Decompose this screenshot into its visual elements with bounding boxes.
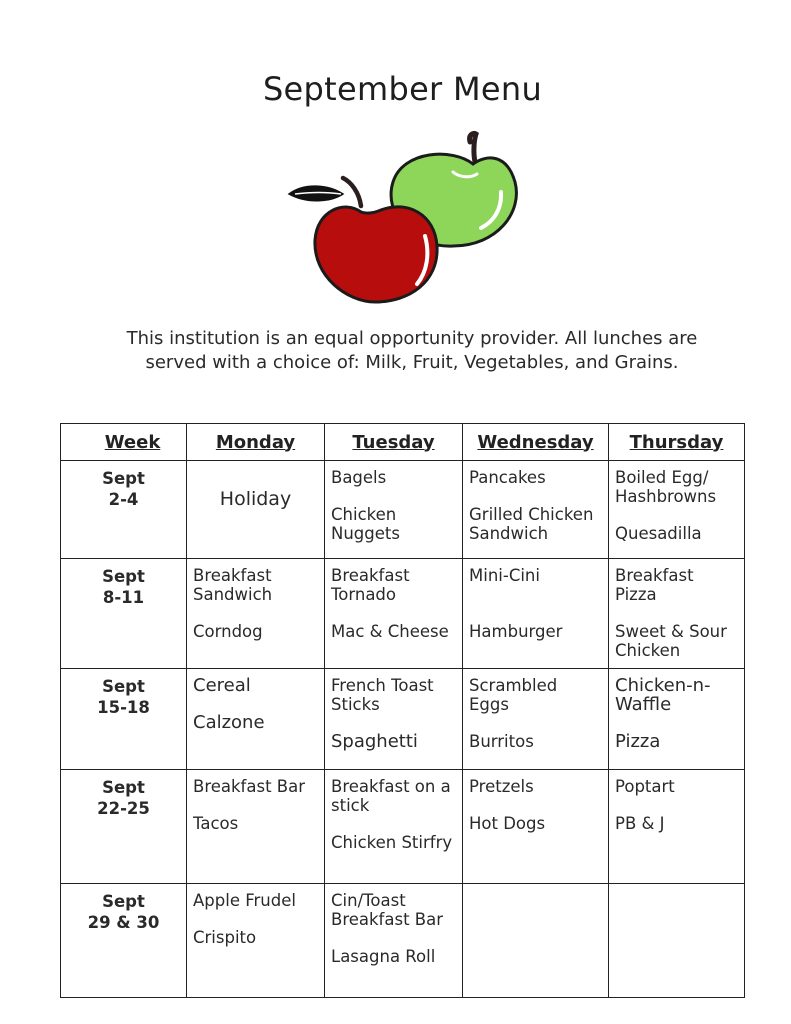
menu-item-second: Quesadilla [615, 524, 702, 543]
thursday-cell [609, 559, 745, 669]
table-row [61, 461, 745, 559]
menu-item-first: Breakfast Bar [193, 776, 306, 796]
week-cell [61, 769, 187, 883]
week-days: 29 & 30 [87, 912, 160, 932]
week-month: Sept [102, 567, 145, 587]
header-thursday: Thursday [609, 424, 745, 461]
menu-item-second: Lasagna Roll [331, 946, 436, 966]
week-month: Sept [102, 891, 145, 911]
menu-item-second: Calzone [193, 712, 265, 734]
tuesday-cell [325, 769, 463, 883]
menu-item-first: Chicken-n-Waffle [615, 675, 711, 716]
week-cell [61, 559, 187, 669]
wednesday-cell [463, 461, 609, 559]
menu-item-second: PB & J [615, 813, 665, 833]
header-row [61, 424, 745, 461]
week-month: Sept [102, 777, 145, 797]
header-monday: Monday [187, 424, 325, 461]
week-days: 8-11 [102, 588, 145, 608]
menu-item-first: French Toast Sticks [331, 676, 434, 715]
header-week: Week [61, 424, 187, 461]
menu-item-first: Cin/Toast Breakfast Bar [331, 890, 444, 929]
tuesday-cell [325, 669, 463, 769]
note-line-1: This institution is an equal opportunity provider. All lunches are [126, 328, 698, 349]
menu-item-first: Bagels [331, 468, 387, 487]
week-days: 22-25 [97, 798, 150, 818]
menu-item-second: Pizza [615, 731, 661, 753]
week-cell [61, 883, 187, 997]
thursday-cell [609, 669, 745, 769]
week-cell [61, 669, 187, 769]
menu-item-second: Spaghetti [331, 731, 418, 753]
menu-item-first: Poptart [615, 776, 675, 796]
menu-item-first: Cereal [193, 675, 251, 697]
menu-item-first: Breakfast Pizza [615, 566, 694, 605]
header-tuesday: Tuesday [325, 424, 463, 461]
page-title: September Menu [262, 70, 543, 108]
menu-item-first: Pretzels [469, 776, 534, 796]
menu-item-first: Breakfast on a stick [331, 776, 451, 815]
thursday-cell [609, 769, 745, 883]
equal-opportunity-note [60, 327, 764, 375]
table-row [61, 559, 745, 669]
menu-item-first: Boiled Egg/ Hashbrowns [615, 468, 717, 506]
menu-item-second: Burritos [469, 732, 534, 752]
menu-item-first: Breakfast Tornado [331, 566, 410, 605]
wednesday-cell-empty [463, 883, 609, 997]
wednesday-cell [463, 769, 609, 883]
menu-item-first: Apple Frudel [193, 890, 296, 910]
menu-item-first: Pancakes [469, 468, 546, 487]
menu-item-second: Sweet & Sour Chicken [615, 622, 727, 661]
wednesday-cell [463, 669, 609, 769]
apples-illustration [285, 130, 525, 308]
menu-table [60, 423, 745, 998]
tuesday-cell [325, 883, 463, 997]
menu-item-second: Crispito [193, 927, 257, 947]
menu-item-first: Mini-Cini [469, 566, 540, 586]
menu-item-first: Scrambled Eggs [469, 676, 558, 715]
menu-item-second: Chicken Nuggets [331, 505, 400, 543]
week-month: Sept [102, 677, 145, 697]
menu-item-second: Corndog [193, 622, 263, 642]
menu-item-second: Tacos [193, 813, 239, 833]
week-cell [61, 461, 187, 559]
menu-item-second: Grilled Chicken Sandwich [469, 505, 594, 543]
header-wednesday: Wednesday [463, 424, 609, 461]
wednesday-cell [463, 559, 609, 669]
week-days: 2-4 [108, 490, 139, 509]
table-row [61, 883, 745, 997]
menu-item-second: Hot Dogs [469, 813, 546, 833]
note-line-2: served with a choice of: Milk, Fruit, Vegetables, and Grains. [145, 352, 679, 373]
table-row [61, 769, 745, 883]
monday-cell [187, 883, 325, 997]
thursday-cell [609, 461, 745, 559]
holiday-label: Holiday [219, 488, 292, 510]
table-row [61, 669, 745, 769]
menu-item-second: Mac & Cheese [331, 622, 449, 642]
thursday-cell-empty [609, 883, 745, 997]
monday-cell [187, 559, 325, 669]
tuesday-cell [325, 559, 463, 669]
menu-item-second: Hamburger [469, 622, 563, 642]
week-days: 15-18 [97, 698, 150, 718]
week-month: Sept [102, 469, 145, 488]
menu-item-first: Breakfast Sandwich [193, 566, 273, 605]
monday-cell [187, 461, 325, 559]
tuesday-cell [325, 461, 463, 559]
monday-cell [187, 769, 325, 883]
monday-cell [187, 669, 325, 769]
menu-item-second: Chicken Stirfry [331, 832, 453, 852]
